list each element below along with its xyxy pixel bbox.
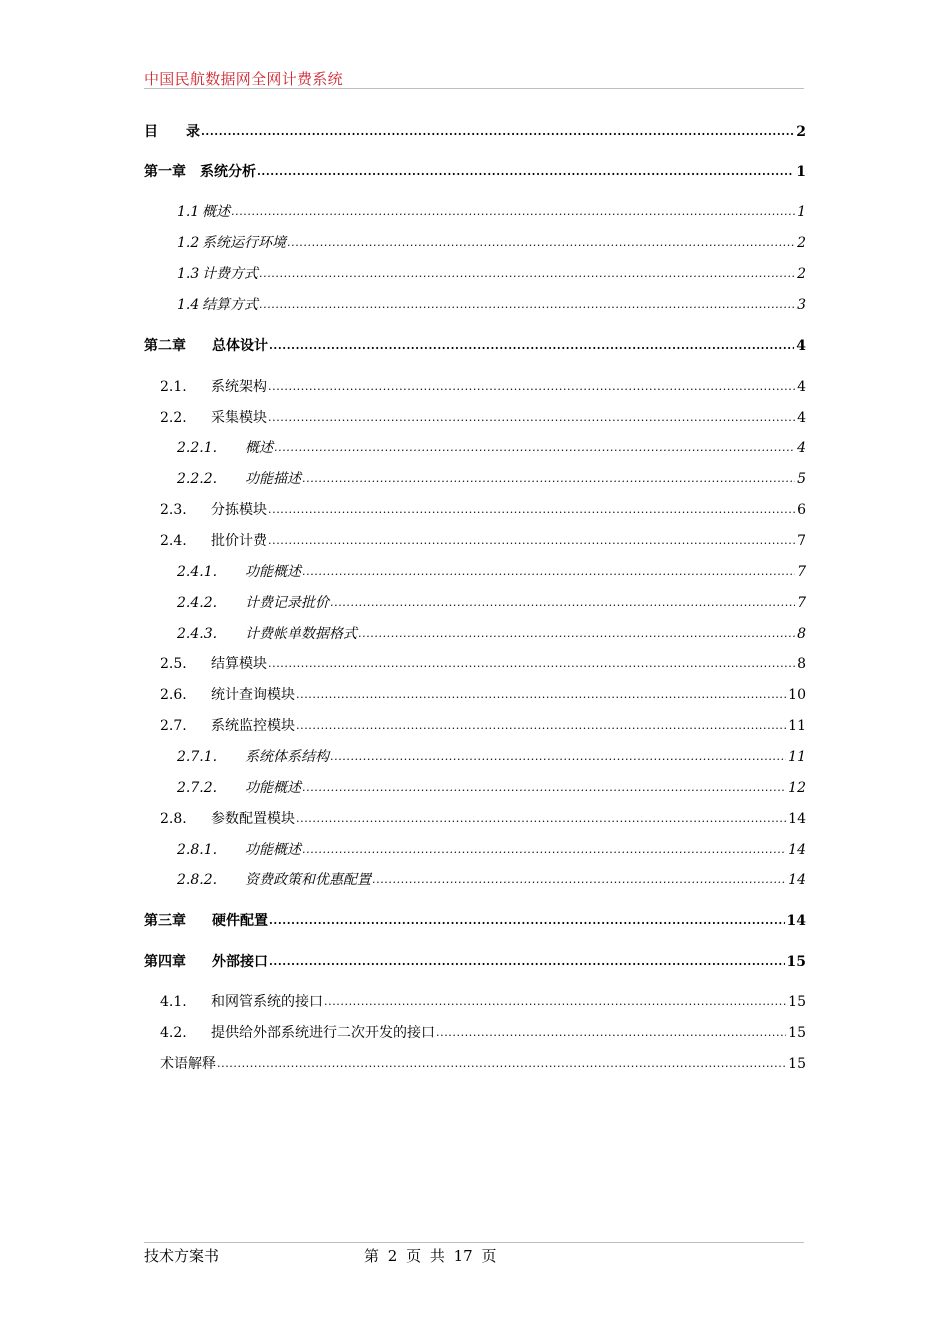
toc-entry-number: 2.7. — [160, 718, 187, 734]
toc-entry[interactable] — [177, 841, 806, 860]
toc-entry[interactable] — [160, 378, 806, 397]
toc-leader-dots — [296, 716, 786, 735]
toc-entry-title: 系统体系结构 — [245, 749, 329, 765]
toc-entry-number: 第一章 — [144, 164, 186, 180]
toc-entry-title: 功能概述 — [245, 780, 301, 796]
toc-leader-dots — [296, 809, 786, 828]
toc-entry-title: 功能概述 — [245, 842, 301, 858]
toc-leader-dots — [268, 654, 795, 673]
toc-entry[interactable] — [160, 993, 806, 1012]
toc-entry[interactable] — [177, 779, 806, 798]
toc-entry-number: 2.2. — [160, 410, 187, 426]
toc-entry[interactable] — [144, 123, 806, 142]
footer-page-info: 第 2 页 共 17 页 — [364, 1247, 497, 1265]
toc-entry-number: 2.8.2. — [177, 872, 218, 888]
toc-page-number: 15 — [786, 954, 806, 970]
toc-leader-dots — [257, 162, 794, 181]
toc-entry-title: 参数配置模块 — [211, 811, 295, 827]
toc-entry-title: 采集模块 — [211, 410, 267, 426]
toc-page-number: 4 — [796, 338, 806, 354]
toc-page-number: 4 — [797, 379, 806, 395]
toc-entry-number: 2.4.3. — [177, 626, 218, 642]
toc-entry-title: 总体设计 — [212, 338, 268, 354]
toc-entry[interactable] — [160, 1055, 806, 1074]
toc-entry-number: 2.2.1. — [177, 440, 218, 456]
toc-leader-dots — [259, 295, 795, 314]
toc-page-number: 2 — [797, 235, 806, 251]
toc-leader-dots — [217, 1054, 786, 1073]
footer-divider — [144, 1242, 804, 1243]
toc-entry[interactable] — [177, 470, 806, 489]
toc-page-number: 15 — [788, 994, 806, 1010]
toc-entry[interactable] — [177, 439, 806, 458]
toc-entry-title: 分拣模块 — [211, 502, 267, 518]
toc-entry-number: 4.2. — [160, 1025, 187, 1041]
toc-entry-number: 4.1. — [160, 994, 187, 1010]
header-title: 中国民航数据网全网计费系统 — [144, 70, 343, 88]
toc-page-number: 4 — [797, 410, 806, 426]
toc-entry[interactable] — [144, 163, 806, 182]
toc-entry[interactable] — [177, 748, 806, 767]
toc-entry[interactable] — [177, 625, 806, 644]
toc-page-number: 4 — [797, 440, 806, 456]
toc-page-number: 15 — [788, 1056, 806, 1072]
toc-leader-dots — [268, 408, 795, 427]
toc-entry-number: 2.8.1. — [177, 842, 218, 858]
toc-entry-title: 资费政策和优惠配置 — [245, 872, 371, 888]
toc-leader-dots — [287, 233, 795, 252]
toc-entry-number: 2.7.1. — [177, 749, 218, 765]
toc-entry-number: 目 录 — [144, 124, 200, 140]
toc-entry-title: 计费记录批价 — [245, 595, 329, 611]
toc-page-number: 8 — [797, 656, 806, 672]
toc-page-number: 14 — [788, 811, 806, 827]
toc-entry-title: 概述 — [202, 204, 230, 220]
toc-leader-dots — [268, 531, 795, 550]
toc-page-number: 7 — [797, 595, 806, 611]
toc-leader-dots — [274, 438, 795, 457]
toc-entry[interactable] — [160, 655, 806, 674]
toc-entry[interactable] — [144, 912, 806, 931]
toc-entry-number: 第二章 — [144, 338, 186, 354]
toc-entry[interactable] — [160, 810, 806, 829]
toc-entry-title: 术语解释 — [160, 1056, 216, 1072]
toc-leader-dots — [259, 264, 795, 283]
toc-entry[interactable] — [177, 234, 806, 253]
toc-leader-dots — [296, 685, 786, 704]
toc-page-number: 14 — [786, 913, 806, 929]
toc-page-number: 7 — [797, 533, 806, 549]
toc-entry-title: 计费方式 — [202, 266, 258, 282]
toc-entry-number: 2.4.1. — [177, 564, 218, 580]
toc-entry-number: 2.6. — [160, 687, 187, 703]
toc-page-number: 11 — [788, 718, 806, 734]
toc-entry[interactable] — [160, 409, 806, 428]
toc-entry[interactable] — [177, 203, 806, 222]
toc-entry-title: 和网管系统的接口 — [211, 994, 323, 1010]
toc-leader-dots — [330, 747, 786, 766]
toc-leader-dots — [268, 500, 795, 519]
toc-entry-number: 1.3 — [177, 266, 200, 282]
toc-leader-dots — [268, 377, 795, 396]
toc-leader-dots — [302, 469, 795, 488]
toc-leader-dots — [436, 1023, 786, 1042]
toc-entry-title: 提供给外部系统进行二次开发的接口 — [211, 1025, 435, 1041]
toc-entry[interactable] — [160, 717, 806, 736]
toc-leader-dots — [269, 336, 794, 355]
toc-leader-dots — [302, 562, 795, 581]
toc-leader-dots — [269, 911, 785, 930]
toc-leader-dots — [302, 778, 786, 797]
toc-page-number: 6 — [797, 502, 806, 518]
toc-entry-title: 系统架构 — [211, 379, 267, 395]
toc-entry-title: 系统分析 — [200, 164, 256, 180]
toc-page-number: 2 — [796, 124, 806, 140]
toc-entry[interactable] — [160, 532, 806, 551]
toc-page-number: 10 — [788, 687, 806, 703]
toc-entry-number: 2.1. — [160, 379, 187, 395]
toc-entry-title: 功能描述 — [245, 471, 301, 487]
toc-entry[interactable] — [160, 501, 806, 520]
toc-entry-title: 计费帐单数据格式 — [245, 626, 357, 642]
footer-doc-type: 技术方案书 — [144, 1247, 220, 1265]
toc-page-number: 1 — [797, 204, 806, 220]
toc-page-number: 5 — [797, 471, 806, 487]
toc-entry-title: 统计查询模块 — [211, 687, 295, 703]
toc-entry[interactable] — [177, 871, 806, 890]
toc-entry[interactable] — [144, 953, 806, 972]
toc-entry-title: 系统运行环境 — [202, 235, 286, 251]
toc-entry[interactable] — [160, 686, 806, 705]
toc-page-number: 14 — [788, 842, 806, 858]
toc-entry-number: 1.4 — [177, 297, 200, 313]
toc-entry-title: 外部接口 — [212, 954, 268, 970]
header-divider — [144, 88, 804, 89]
toc-entry-number: 2.4. — [160, 533, 187, 549]
toc-page-number: 7 — [797, 564, 806, 580]
toc-entry-number: 1.1 — [177, 204, 200, 220]
toc-entry[interactable] — [177, 265, 806, 284]
toc-entry-number: 第四章 — [144, 954, 186, 970]
toc-entry-title: 结算方式 — [202, 297, 258, 313]
toc-leader-dots — [269, 952, 785, 971]
toc-page-number: 2 — [797, 266, 806, 282]
toc-page-number: 11 — [788, 749, 806, 765]
toc-entry-title: 概述 — [245, 440, 273, 456]
toc-entry-number: 2.8. — [160, 811, 187, 827]
toc-page-number: 3 — [797, 297, 806, 313]
toc-entry-title: 系统监控模块 — [211, 718, 295, 734]
toc-entry-number: 1.2 — [177, 235, 200, 251]
toc-leader-dots — [330, 593, 795, 612]
toc-entry-number: 2.4.2. — [177, 595, 218, 611]
toc-leader-dots — [201, 122, 794, 141]
toc-entry-number: 2.3. — [160, 502, 187, 518]
toc-entry[interactable] — [160, 1024, 806, 1043]
toc-entry[interactable] — [177, 563, 806, 582]
toc-entry[interactable] — [177, 296, 806, 315]
toc-entry[interactable] — [177, 594, 806, 613]
toc-leader-dots — [324, 992, 786, 1011]
toc-entry[interactable] — [144, 337, 806, 356]
toc-leader-dots — [372, 870, 786, 889]
toc-leader-dots — [302, 840, 786, 859]
toc-entry-title: 批价计费 — [211, 533, 267, 549]
toc-entry-title: 结算模块 — [211, 656, 267, 672]
toc-page-number: 1 — [796, 164, 806, 180]
toc-page-number: 8 — [797, 626, 806, 642]
toc-entry-number: 第三章 — [144, 913, 186, 929]
toc-entry-number: 2.2.2. — [177, 471, 218, 487]
toc-leader-dots — [358, 624, 795, 643]
toc-entry-title: 功能概述 — [245, 564, 301, 580]
toc-page-number: 15 — [788, 1025, 806, 1041]
toc-entry-number: 2.5. — [160, 656, 187, 672]
toc-entry-title: 硬件配置 — [212, 913, 268, 929]
toc-page-number: 14 — [788, 872, 806, 888]
toc-page-number: 12 — [788, 780, 806, 796]
toc-entry-number: 2.7.2. — [177, 780, 218, 796]
toc-leader-dots — [231, 202, 795, 221]
